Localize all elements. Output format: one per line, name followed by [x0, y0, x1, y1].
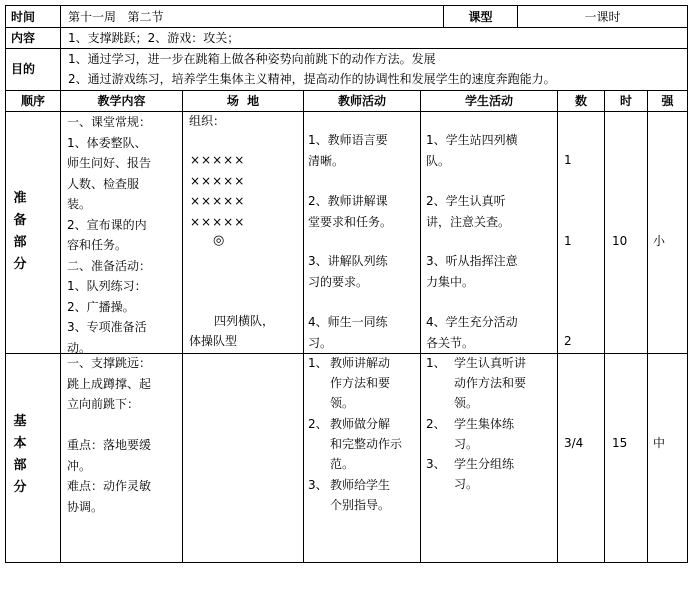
col-line — [60, 6, 61, 90]
goal-label: 目的 — [11, 62, 36, 76]
time-value: 第十一周 第二节 — [68, 10, 164, 24]
site-note-line-2: 体操队型 — [189, 334, 238, 348]
prep-teacher-activity-3: 3、讲解队列练 习的要求。 — [308, 254, 388, 289]
col-header-time: 时 — [619, 94, 632, 108]
type-value: 一课时 — [584, 10, 621, 24]
prep-teaching-content: 一、课堂常规： 1、体委整队、 师生问好、报告 人数、检查服 装。 2、宣布课的内 容和任务。 二、准备活动： 1、队列练习： 2、广播操。 3、专项准备活 动。 — [67, 115, 152, 355]
content-value: 1、支撑跳跃；2、游戏：攻关； — [68, 31, 240, 45]
col-line — [647, 90, 648, 563]
goal-line-2: 2、通过游戏练习，培养学生集体主义精神，提高动作的协调性和发展学生的速度奔跑能力。 — [68, 72, 556, 86]
time-label: 时间 — [11, 10, 36, 24]
lesson-plan-table: 时间 第十一周 第二节 课型 一课时 内容 1、支撑跳跃；2、游戏：攻关； 目的 1、通过学习，进一步在跳箱上做各种姿势向前跳下的动作方法。发展 2、通过游戏练习，培养学生集体主义精神，提高动作的协调性和发展学生的速度奔跑能力。 顺序 教学内容 场 地 教师活动 学生活动 数 时 强 准 备 部 分 一、课堂常规： 1、体委整队、 师生问好、报告 人数、检查服 装。 2、宣布课的内 容和任务。 二、准备活动： 1、队列练习： 2、广播操。 3、专项准备活 动。 组织： ××××× ××××× ××××× ××××× ◎ 四列横队， 体操队型 1、教师语言要 清晰。 2、教师讲解课 堂要求和任务。 3、讲解队列练 习的要求。 4、师生一同练 习。 1、学生站四列横 队。 2、学生认真听 讲，注意关查。 3、听从指挥注意 力集中。 4、学生充分活动 各关节。 1 1 2 10 小 基 本 部 分 一、支撑跳远： 跳上成蹲撑、起 立向前跳下： 重点：落地要缓 冲。 难点：动作灵敏 协调。 1、 教师讲解动 作方法和要 领。 2、 教师做分解 和完整动作示 范。 3、 教师给学生 个别指导。 1、 学生认真听讲 动作方法和要 领。 2、 学生集体练 习。 3、 学生分组练 习。 3/4 15 中 — [5, 5, 688, 563]
prep-teacher-activity-4: 4、师生一同练 习。 — [308, 315, 388, 350]
prep-student-activity-2: 2、学生认真听 讲，注意关查。 — [426, 194, 511, 229]
site-organization-label: 组织： — [189, 114, 226, 128]
prep-section-label: 准 备 部 分 — [13, 191, 27, 272]
col-line — [557, 90, 558, 563]
prep-student-activity-1: 1、学生站四列横 队。 — [426, 133, 518, 168]
col-header-count: 数 — [574, 94, 587, 108]
content-label: 内容 — [11, 31, 36, 45]
site-note-line-1: 四列横队， — [214, 314, 275, 328]
col-header-teaching: 教学内容 — [97, 94, 146, 108]
col-header-site: 场 地 — [226, 94, 260, 108]
type-label: 课型 — [468, 10, 493, 24]
row-line — [6, 27, 687, 28]
col-header-intensity: 强 — [661, 94, 674, 108]
prep-intensity: 小 — [653, 234, 666, 248]
formation-diagram: ××××× ××××× ××××× ××××× — [190, 153, 246, 229]
basic-intensity: 中 — [653, 436, 666, 450]
col-header-teacher: 教师活动 — [337, 94, 386, 108]
prep-student-activity-3: 3、听从指挥注意 力集中。 — [426, 254, 518, 289]
row-line — [6, 90, 687, 91]
col-line — [182, 90, 183, 563]
col-line — [420, 90, 421, 563]
prep-student-activity-4: 4、学生充分活动 各关节。 — [426, 315, 518, 350]
prep-teacher-activity-2: 2、教师讲解课 堂要求和任务。 — [308, 194, 393, 229]
teacher-position-icon: ◎ — [213, 233, 225, 248]
prep-time: 10 — [612, 234, 628, 248]
basic-teaching-content: 一、支撑跳远： 跳上成蹲撑、起 立向前跳下： 重点：落地要缓 冲。 难点：动作灵敏 协调。 — [67, 356, 152, 514]
basic-count: 3/4 — [564, 436, 584, 450]
basic-time: 15 — [612, 436, 628, 450]
col-line — [60, 90, 61, 563]
row-line — [6, 48, 687, 49]
col-header-student: 学生活动 — [464, 94, 513, 108]
prep-count-1: 1 — [564, 153, 572, 167]
basic-section-label: 基 本 部 分 — [13, 414, 27, 495]
col-line — [604, 90, 605, 563]
prep-count-2: 1 — [564, 234, 572, 248]
goal-line-1: 1、通过学习，进一步在跳箱上做各种姿势向前跳下的动作方法。发展 — [68, 52, 436, 66]
prep-count-3: 2 — [564, 334, 572, 348]
col-header-order: 顺序 — [20, 94, 45, 108]
col-line — [303, 90, 304, 563]
prep-teacher-activity-1: 1、教师语言要 清晰。 — [308, 133, 388, 168]
